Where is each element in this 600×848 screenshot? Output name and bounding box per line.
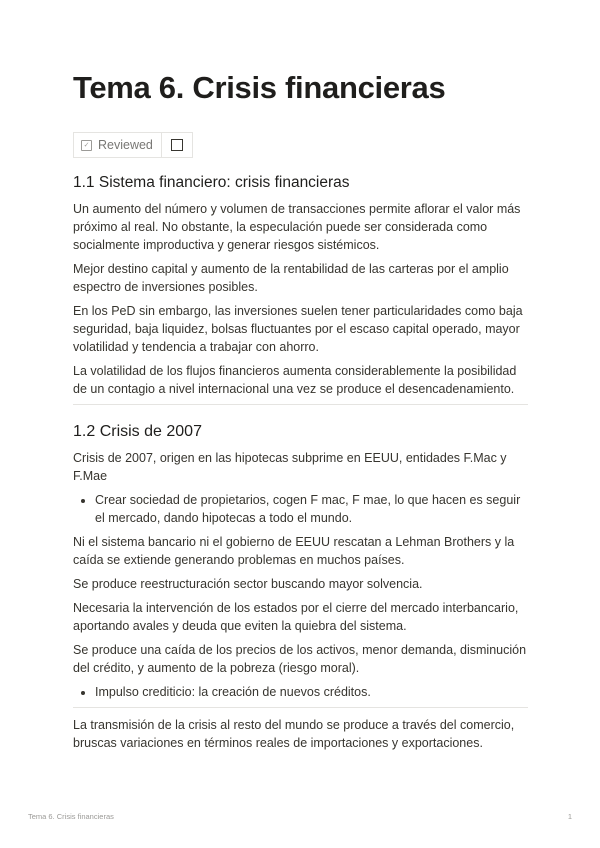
property-label: Reviewed bbox=[98, 138, 153, 152]
bullet-list bbox=[73, 491, 528, 527]
checkbox-property-icon: ✓ bbox=[81, 140, 92, 151]
reviewed-checkbox[interactable] bbox=[171, 139, 183, 151]
paragraph: La transmisión de la crisis al resto del mundo se produce a través del comercio, bruscas variaciones en términos reales de importaciones y exportaciones. bbox=[73, 718, 515, 750]
paragraph: En los PeD sin embargo, las inversiones suelen tener particularidades como baja seguridad, baja liquidez, bolsas fluctuantes por el escaso capital operado, mayor volatilidad y tendencia a trabajar con ahorro. bbox=[73, 304, 523, 354]
property-value-cell bbox=[162, 133, 192, 157]
paragraph: Necesaria la intervención de los estados por el cierre del mercado interbancario, aportando avales y deuda que eviten la quiebra del sistema. bbox=[73, 601, 519, 633]
section-heading: 1.1 Sistema financiero: crisis financieras bbox=[73, 174, 350, 191]
document-body bbox=[73, 173, 528, 758]
paragraph: Un aumento del número y volumen de transacciones permite aflorar el valor más próximo al real. No obstante, la especulación puede ser considerada como socialmente improductiva y generar riesgos sistémicos. bbox=[73, 202, 521, 252]
paragraph: Se produce reestructuración sector buscando mayor solvencia. bbox=[73, 577, 423, 591]
paragraph: Ni el sistema bancario ni el gobierno de EEUU rescatan a Lehman Brothers y la caída se extiende generando problemas en muchos países. bbox=[73, 535, 515, 567]
paragraph: Crisis de 2007, origen en las hipotecas subprime en EEUU, entidades F.Mac y F.Mae bbox=[73, 451, 507, 483]
bullet-list bbox=[73, 683, 528, 701]
paragraph: La volatilidad de los flujos financieros aumenta considerablemente la posibilidad de un contagio a nivel internacional una vez se produce el desencadenamiento. bbox=[73, 364, 517, 396]
list-item: • Impulso crediticio: la creación de nuevos créditos. bbox=[95, 683, 528, 701]
divider bbox=[73, 707, 528, 708]
page-number: 1 bbox=[567, 812, 572, 821]
list-item: • Crear sociedad de propietarios, cogen F mac, F mae, lo que hacen es seguir el mercado, dando hipotecas a todo el mundo. bbox=[95, 491, 528, 527]
property-row-reviewed bbox=[73, 132, 193, 158]
page-title: Tema 6. Crisis financieras bbox=[73, 70, 446, 105]
divider bbox=[73, 404, 528, 405]
footer-title: Tema 6. Crisis financieras bbox=[28, 812, 114, 821]
property-name-cell bbox=[74, 133, 162, 157]
section-heading: 1.2 Crisis de 2007 bbox=[73, 423, 202, 440]
paragraph: Mejor destino capital y aumento de la rentabilidad de las carteras por el amplio espectro de inversiones posibles. bbox=[73, 262, 509, 294]
paragraph: Se produce una caída de los precios de los activos, menor demanda, disminución del crédito, y aumento de la pobreza (riesgo moral). bbox=[73, 643, 527, 675]
